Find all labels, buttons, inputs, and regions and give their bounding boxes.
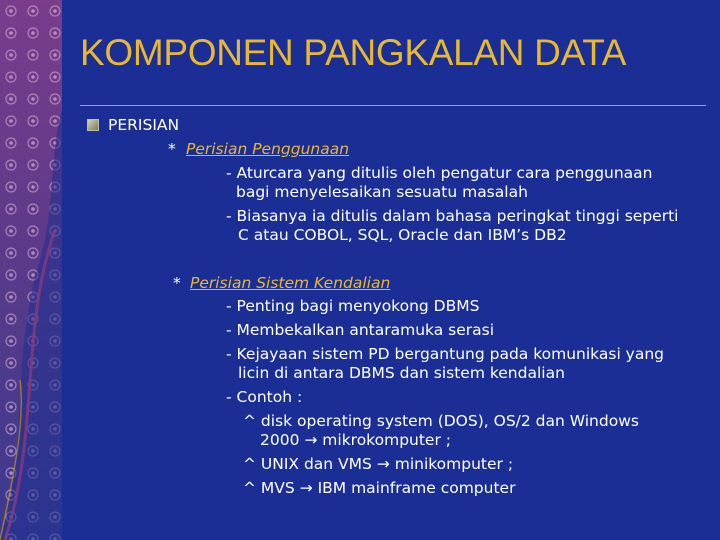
subheading-marker: *	[168, 140, 176, 158]
list-item: - Penting bagi menyokong DBMS	[226, 297, 480, 315]
slide-title: KOMPONEN PANGKALAN DATA	[80, 32, 627, 73]
square-bullet-icon	[87, 119, 99, 131]
list-item: - Membekalkan antaramuka serasi	[226, 321, 495, 339]
list-item: ^ MVS → IBM mainframe computer	[243, 479, 516, 497]
title-divider	[80, 105, 706, 106]
list-item: 2000 → mikrokomputer ;	[260, 431, 451, 449]
list-item: ^ disk operating system (DOS), OS/2 dan Windows	[243, 412, 639, 430]
list-item: C atau COBOL, SQL, Oracle dan IBM’s DB2	[238, 226, 567, 244]
list-item: licin di antara DBMS dan sistem kendalian	[238, 364, 565, 382]
list-item: ^ UNIX dan VMS → minikomputer ;	[243, 455, 514, 473]
section-heading: PERISIAN	[108, 116, 180, 134]
subheading-marker: *	[173, 274, 181, 292]
system-software-heading: Perisian Sistem Kendalian	[190, 274, 391, 292]
list-item: - Aturcara yang ditulis oleh pengatur cara penggunaan	[226, 164, 653, 182]
list-item: - Biasanya ia ditulis dalam bahasa peringkat tinggi seperti	[226, 207, 679, 225]
list-item: bagi menyelesaikan sesuatu masalah	[236, 183, 528, 201]
decorative-sidebar	[0, 0, 62, 540]
floral-pattern-icon	[0, 0, 62, 540]
list-item: - Kejayaan sistem PD bergantung pada komunikasi yang	[226, 345, 665, 363]
list-item: - Contoh :	[226, 388, 303, 406]
user-software-heading: Perisian Penggunaan	[186, 140, 350, 158]
